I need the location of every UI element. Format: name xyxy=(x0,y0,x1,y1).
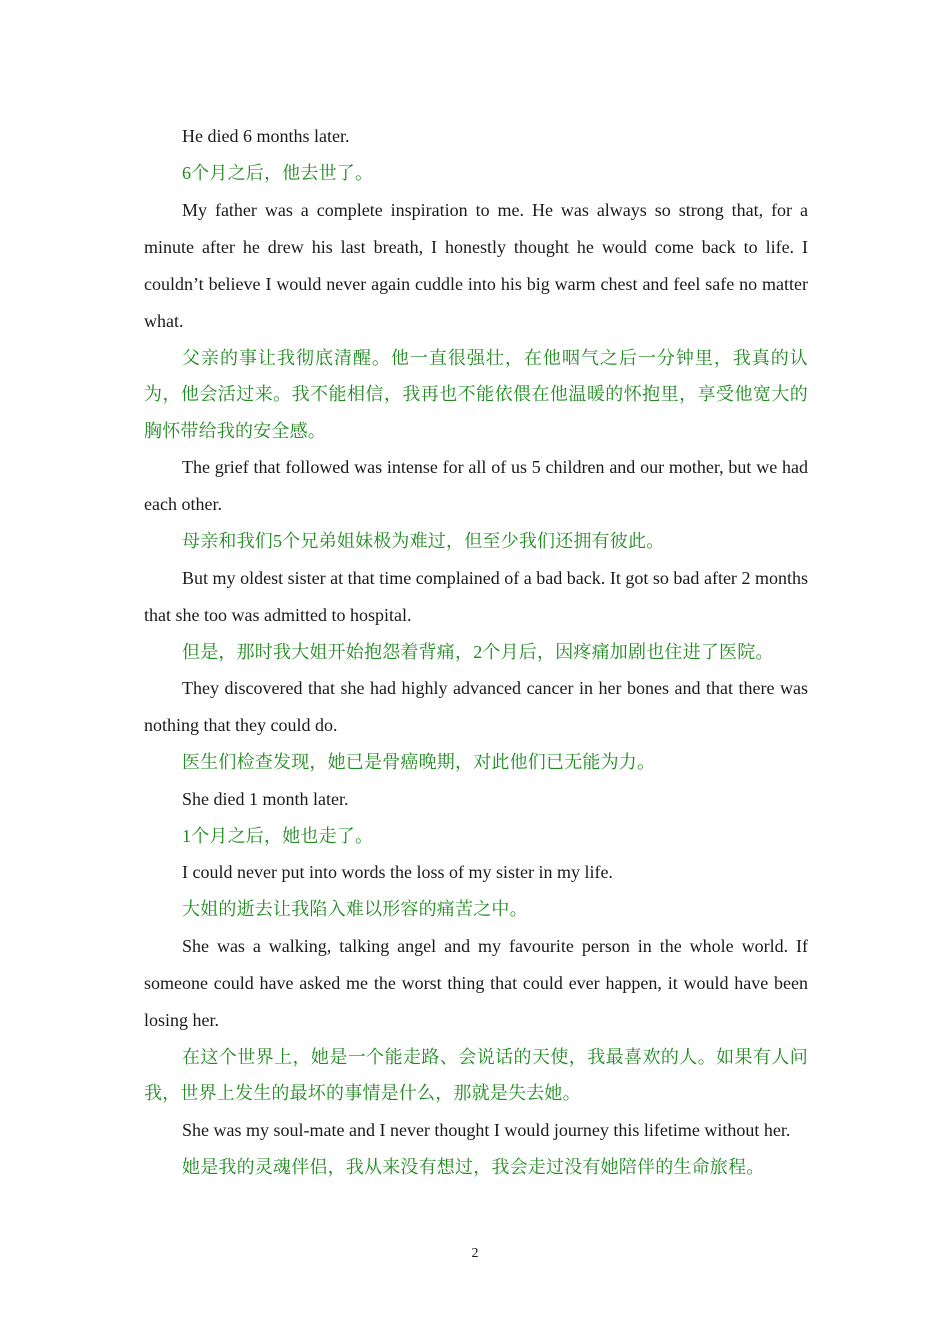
paragraph-english: He died 6 months later. xyxy=(182,126,350,146)
paragraph-chinese: 1个月之后，她也走了。 xyxy=(182,825,374,846)
paragraph-chinese: 但是，那时我大姐开始抱怨着背痛，2个月后，因疼痛加剧也住进了医院。 xyxy=(182,641,774,662)
paragraph-chinese: 6个月之后，他去世了。 xyxy=(182,163,374,183)
paragraph-english: She died 1 month later. xyxy=(182,788,349,809)
paragraph-english: They discovered that she had highly advanced cancer in her bones and that there was nothing that they could do. xyxy=(144,678,808,735)
paragraph-english: She was a walking, talking angel and my favourite person in the whole world. If someone could have asked me the worst thing that could ever happen, it would have been losing her. xyxy=(144,935,808,1030)
paragraph-english: But my oldest sister at that time complained of a bad back. It got so bad after 2 months that she too was admitted to hospital. xyxy=(144,567,808,625)
paragraph-chinese: 父亲的事让我彻底清醒。他一直很强壮，在他咽气之后一分钟里，我真的认为，他会活过来。我不能相信，我再也不能依偎在他温暖的怀抱里，享受他宽大的胸怀带给我的安全感。 xyxy=(144,347,808,441)
paragraph-english: I could never put into words the loss of my sister in my life. xyxy=(182,862,613,882)
paragraph-chinese: 在这个世界上，她是一个能走路、会说话的天使，我最喜欢的人。如果有人问我，世界上发生的最坏的事情是什么，那就是失去她。 xyxy=(144,1046,808,1103)
paragraph-chinese: 母亲和我们5个兄弟姐妹极为难过，但至少我们还拥有彼此。 xyxy=(182,531,665,551)
paragraph-english: The grief that followed was intense for all of us 5 children and our mother, but we had each other. xyxy=(144,457,808,514)
page-number: 2 xyxy=(471,1246,479,1261)
paragraph-english: My father was a complete inspiration to me. He was always so strong that, for a minute after he drew his last breath, I honestly thought he would come back to life. I couldn’t believe I would never again cuddle into his big warm chest and feel safe no matter what. xyxy=(144,199,808,331)
document-body xyxy=(144,118,808,1185)
paragraph-english: She was my soul-mate and I never thought I would journey this lifetime without her. xyxy=(182,1119,791,1140)
paragraph-chinese: 大姐的逝去让我陷入难以形容的痛苦之中。 xyxy=(182,899,528,919)
paragraph-chinese: 她是我的灵魂伴侣，我从来没有想过，我会走过没有她陪伴的生命旅程。 xyxy=(182,1156,765,1177)
paragraph-chinese: 医生们检查发现，她已是骨癌晚期，对此他们已无能为力。 xyxy=(182,752,656,772)
